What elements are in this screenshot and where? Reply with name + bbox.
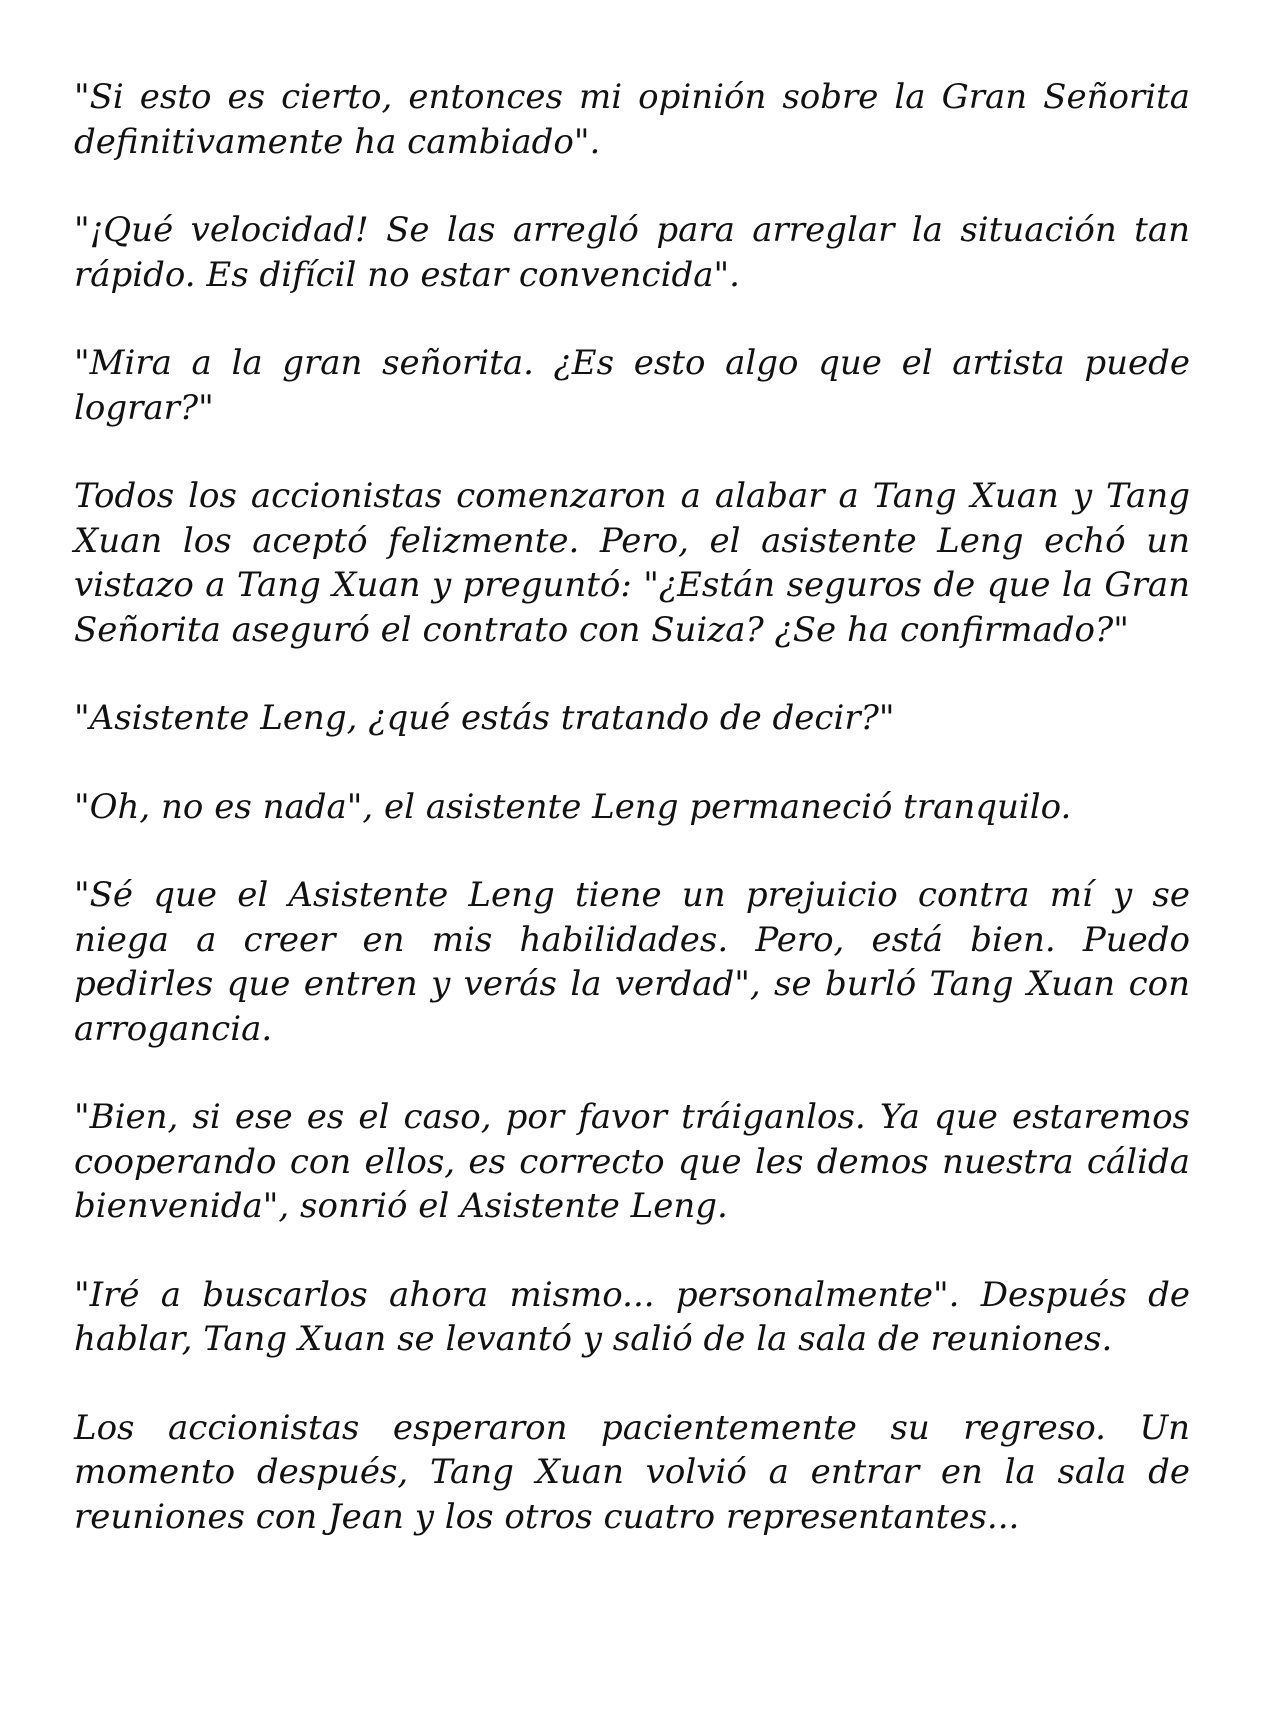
paragraph-8: "Bien, si ese es el caso, por favor tráiganlos. Ya que estaremos cooperando con ellos, es correcto que les demos nuestra cálida bienvenida", sonrió el Asistente Leng. <box>74 1097 1190 1226</box>
paragraph-5: "Asistente Leng, ¿qué estás tratando de decir?" <box>74 698 895 738</box>
paragraph-9: "Iré a buscarlos ahora mismo... personalmente". Después de hablar, Tang Xuan se levantó y salió de la sala de reuniones. <box>74 1274 1190 1359</box>
paragraph-4: Todos los accionistas comenzaron a alabar a Tang Xuan y Tang Xuan los aceptó felizmente. Pero, el asistente Leng echó un vistazo a Tang Xuan y preguntó: "¿Están seguros de que la Gran Señorita aseguró el contrato con Suiza? ¿Se ha confirmado?" <box>74 476 1190 650</box>
paragraph-7: "Sé que el Asistente Leng tiene un prejuicio contra mí y se niega a creer en mis habilidades. Pero, está bien. Puedo pedirles que entren y verás la verdad", se burló Tang Xuan con arrogancia. <box>74 875 1190 1049</box>
paragraph-1: "Si esto es cierto, entonces mi opinión sobre la Gran Señorita definitivamente ha cambiado". <box>74 77 1190 162</box>
paragraph-6: "Oh, no es nada", el asistente Leng permaneció tranquilo. <box>74 786 1072 827</box>
paragraph-2: "¡Qué velocidad! Se las arregló para arreglar la situación tan rápido. Es difícil no estar convencida". <box>74 210 1190 295</box>
text-body <box>74 75 1198 1539</box>
paragraph-3: "Mira a la gran señorita. ¿Es esto algo que el artista puede lograr?" <box>74 343 1190 428</box>
paragraph-10: Los accionistas esperaron pacientemente su regreso. Un momento después, Tang Xuan volvió a entrar en la sala de reuniones con Jean y los otros cuatro representantes... <box>74 1407 1190 1537</box>
